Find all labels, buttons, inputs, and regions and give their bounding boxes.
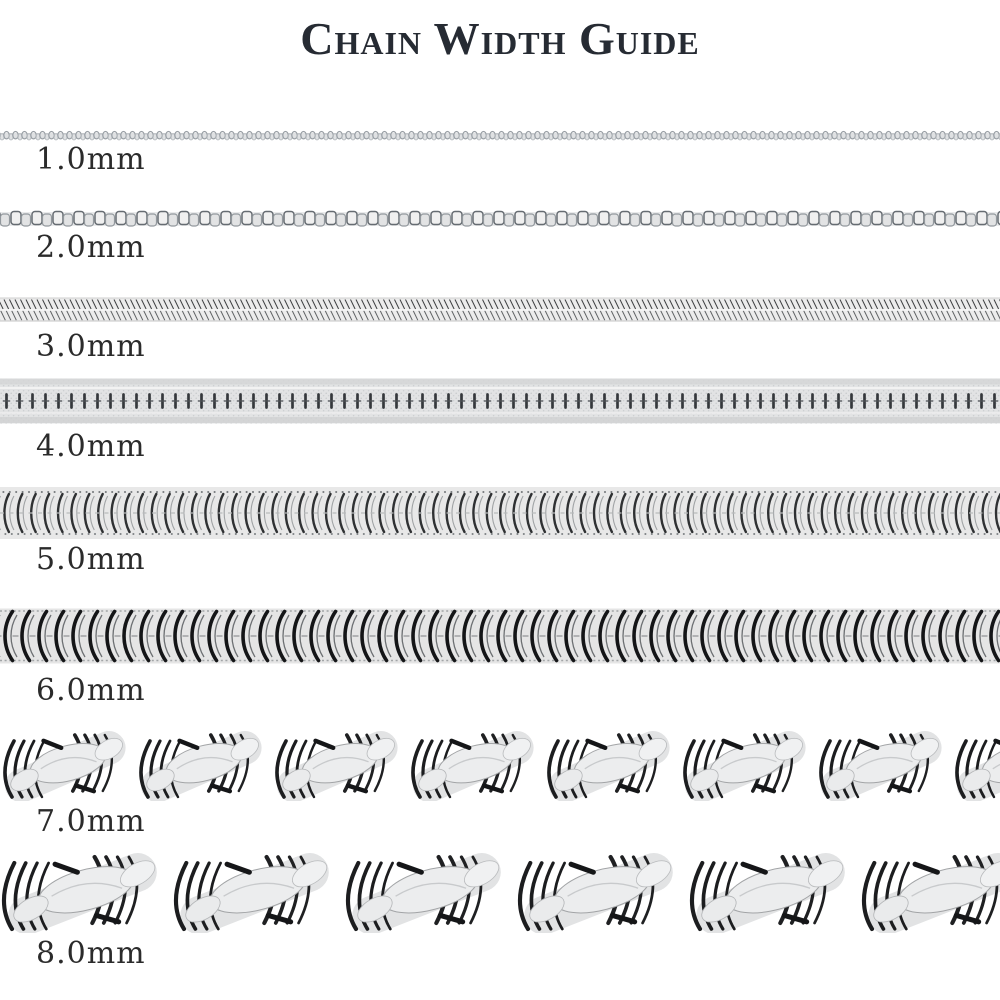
chain-size-label: 6.0mm	[36, 673, 146, 708]
chain-size-label: 3.0mm	[36, 329, 146, 364]
chain-size-label: 1.0mm	[36, 142, 146, 177]
chain-image-8mm	[0, 853, 1000, 933]
chain-image-6mm	[0, 606, 1000, 666]
chain-image-7mm	[0, 731, 1000, 801]
chain-size-label: 4.0mm	[36, 429, 146, 464]
chain-image-5mm	[0, 484, 1000, 542]
chain-image-3mm	[0, 296, 1000, 324]
chain-size-label: 2.0mm	[36, 230, 146, 265]
chain-size-label: 8.0mm	[36, 936, 146, 971]
page-title: Chain Width Guide	[300, 13, 700, 64]
chain-image-4mm	[0, 377, 1000, 425]
chain-image-1mm	[0, 130, 1000, 142]
chain-size-label: 7.0mm	[36, 804, 146, 839]
chain-image-2mm	[0, 209, 1000, 229]
chain-size-label: 5.0mm	[36, 542, 146, 577]
